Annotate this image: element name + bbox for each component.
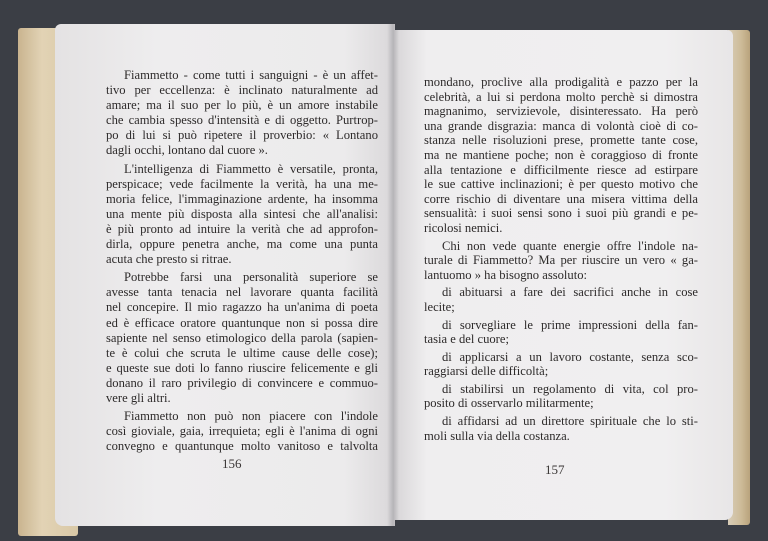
text-line: avesse tanta tenacia nel lavorare quanta facilità [106,285,378,300]
paragraph [424,350,698,379]
text-line: tasia e del cuore; [424,332,509,347]
text-line: alla tentazione e difficilmente riesce ad estirpare [424,162,698,177]
text-line: mondano, proclive alla prodigalità e pazzo per la [424,75,698,89]
text-line: ricolosi nemici. [424,220,503,235]
text-line: nel concepire. Il mio ragazzo ha un'anima di poeta [106,300,378,315]
text-line: turale di Fiammetto? Ma per riuscire un vero « ga- [424,253,698,268]
text-line: e queste sue doti lo fanno riuscire felicemente e gli [106,360,378,375]
paragraph [106,409,378,454]
paragraph [424,239,698,283]
text-line: ma ne mantiene poche; non è coraggioso di fronte [424,147,698,162]
text-line: L'intelligenza di Fiammetto è versatile, pronta, [124,161,378,176]
page-number-left: 156 [222,456,242,471]
text-line: lantuomo » ha bisogno assoluto: [424,267,588,282]
text-line: dagli occhi, lontano dal cuore ». [106,143,268,158]
text-line: una mente più disposta alla sintesi che all'analisi: [106,206,378,221]
paragraph [106,270,378,406]
text-line: donano il raro privilegio di convincere e commuo- [106,375,378,390]
text-line: acuta che presto si ritrae. [106,252,232,267]
page-number-right: 157 [545,462,565,477]
text-line: dirla, oppure penetra anche, ma come una punta [106,237,378,252]
text-line: te è colui che scruta le ultime cause delle cose); [106,345,378,360]
text-line: amare; ma il suo per lo più, è un amore instabile [106,98,378,113]
text-line: che cambia spesso d'intensità e di oggetto. Purtrop- [106,113,378,128]
text-line: corre rischio di diventare una misera vittima della [424,191,698,206]
text-line: perspicace; vede facilmente la verità, ha una me- [106,176,378,191]
right-page-text [424,75,698,446]
paragraph [106,162,378,268]
paragraph [424,285,698,314]
text-line: sensualità: i suoi sensi sono i suoi più grandi e pe- [424,206,698,221]
paragraph [106,68,378,159]
text-line: di sorvegliare le prime impressioni della fan- [442,317,698,332]
text-line: Fiammetto - come tutti i sanguigni - è un affet- [124,68,378,82]
text-line: raggiarsi delle difficoltà; [424,364,549,379]
text-line: tivo per eccellenza: è inclinato naturalmente ad [106,83,378,98]
paragraph [424,318,698,347]
paragraph [424,382,698,411]
text-line: di affidarsi ad un direttore spirituale che lo sti- [442,414,698,429]
text-line: lecite; [424,299,455,314]
text-line: moria felice, l'immaginazione ardente, ha insomma [106,191,378,206]
text-line: le sue cattive inclinazioni; è per questo motivo che [424,177,698,192]
text-line: Chi non vede quante energie offre l'indole na- [442,238,698,253]
paragraph [424,414,698,443]
text-line: Fiammetto non può non piacere con l'indole [124,409,378,424]
paragraph [424,75,698,236]
text-line: così gioviale, gaia, irrequieta; egli è l'anima di ogni [106,424,378,439]
text-line: posito di osservarlo militarmente; [424,396,594,411]
text-line: celebrità, a lui si perdona molto perchè si dimostra [424,89,698,104]
text-line: vere gli altri. [106,390,171,405]
text-line: è più pronto ad intuire la verità che ad approfon- [106,221,378,236]
text-line: una grande disgrazia: manca di volontà cioè di co- [424,118,698,133]
text-line: po di lui si può ripetere il proverbio: « Lontano [106,128,378,143]
text-line: di abituarsi a fare dei sacrifici anche in cose [442,285,698,300]
text-line: moli sulla via della costanza. [424,428,570,443]
text-line: sapiente nel senso etimologico della parola (sapien- [106,330,378,345]
text-line: Potrebbe farsi una personalità superiore se [124,270,378,285]
text-line: stanza nelle risoluzioni prese, promette tante cose, [424,133,698,148]
text-line: di stabilirsi un regolamento di vita, col pro- [442,381,698,396]
text-line: magnanimo, servizievole, disinteressato. Ha però [424,104,698,119]
text-line: convegno e quantunque molto vanitoso e talvolta [106,439,378,454]
text-line: ed è efficace oratore quantunque non si possa dire [106,315,378,330]
text-line: di applicarsi a un lavoro costante, senza sco- [442,349,698,364]
left-page-text [106,68,378,457]
